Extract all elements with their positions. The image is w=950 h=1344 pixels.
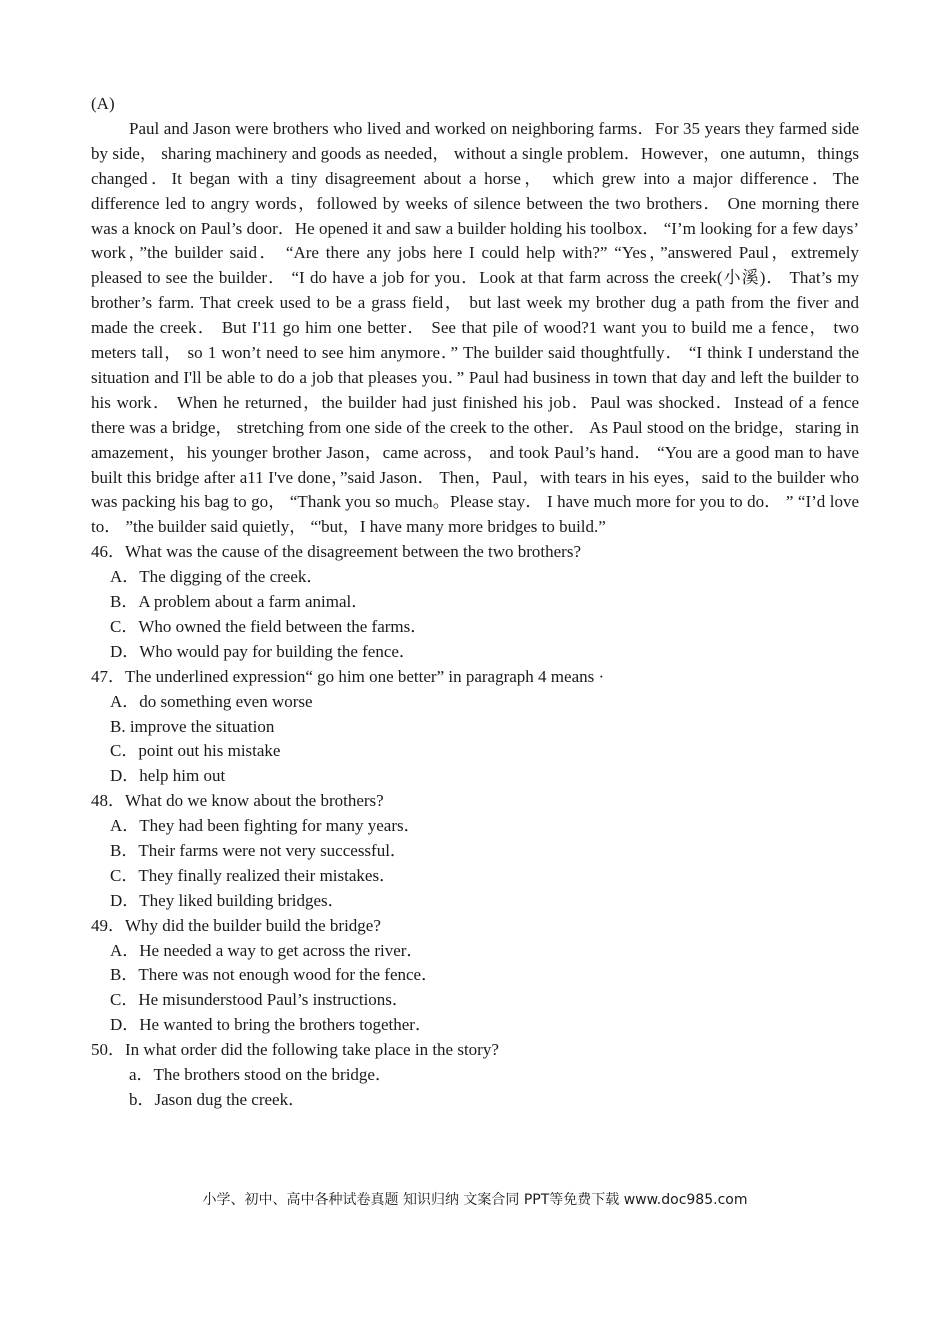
option-a: A．He needed a way to get across the river． bbox=[110, 940, 424, 960]
question-47 bbox=[91, 665, 859, 789]
option-b: B．Their farms were not very successful． bbox=[110, 840, 407, 860]
option-d: D．help him out bbox=[110, 766, 226, 786]
option-c: C．point out his mistake bbox=[110, 741, 281, 761]
option-c: C．Who owned the field between the farms． bbox=[110, 616, 428, 636]
question-stem: 48．What do we know about the brothers? bbox=[91, 791, 384, 811]
page-footer: 小学、初中、高中各种试卷真题 知识归纳 文案合同 PPT等免费下载 www.doc985.com bbox=[202, 1192, 748, 1208]
option-b: B. improve the situation bbox=[110, 716, 275, 736]
question-50 bbox=[91, 1038, 859, 1113]
event-item-b: b．Jason dug the creek． bbox=[129, 1089, 306, 1109]
option-a: A．do something even worse bbox=[110, 691, 313, 711]
option-b: B．A problem about a farm animal． bbox=[110, 592, 369, 612]
reading-passage: Paul and Jason were brothers who lived and worked on neighboring farms．For 35 years they farmed side by side， sharing machinery and goods as needed， without a single problem．However，one autumn，things changed．It began with a tiny disagreement about a horse， which grew into a major difference．The difference led to angry words，followed by weeks of silence between the two brothers． One morning there was a knock on Paul’s door．He opened it and saw a builder holding his toolbox． “I’m looking for a few days’ work，”the builder said． “Are there any jobs here I could help with?” “Yes，”answered Paul，extremely pleased to see the builder． “I do have a job for you．Look at that farm across the creek(小溪)． That’s my brother’s farm. That creek used to be a grass field， but last week my brother dug a path from the fiver and made the creek． But I'11 go him one better． See that pile of wood?1 want you to build me a fence， two meters tall， so 1 won’t need to see him anymore．” The builder said thoughtfully． “I think I understand the situation and I'll be able to do a job that pleases you．” Paul had business in town that day and left the builder to his work． When he returned，the builder had just finished his job．Paul was shocked．Instead of a fence there was a bridge， stretching from one side of the creek to the other． As Paul stood on the bridge，staring in amazement，his younger brother Jason，came across， and took Paul’s hand． “You are a good man to have built this bridge after a11 I've done，”said Jason． Then，Paul，with tears in his eyes，said to the builder who was packing his bag to go， “Thank you so much。Please stay． I have much more for you to do． ” “I’d love to． ”the builder said quietly， “'but，I have many more bridges to build.” bbox=[91, 118, 859, 537]
question-stem: 47．The underlined expression“ go him one better” in paragraph 4 means · bbox=[91, 666, 605, 686]
option-a: A．The digging of the creek． bbox=[110, 567, 324, 587]
option-d: D．He wanted to bring the brothers together． bbox=[110, 1015, 432, 1035]
question-49 bbox=[91, 914, 859, 1038]
question-48 bbox=[91, 789, 859, 913]
question-stem: 49．Why did the builder build the bridge? bbox=[91, 915, 381, 935]
option-c: C．He misunderstood Paul’s instructions． bbox=[110, 990, 409, 1010]
option-d: D．They liked building bridges． bbox=[110, 890, 345, 910]
question-46 bbox=[91, 540, 859, 664]
option-a: A．They had been fighting for many years． bbox=[110, 816, 421, 836]
option-c: C．They finally realized their mistakes． bbox=[110, 865, 397, 885]
option-d: D．Who would pay for building the fence． bbox=[110, 641, 416, 661]
section-label: (A) bbox=[91, 94, 115, 113]
event-item-a: a．The brothers stood on the bridge． bbox=[129, 1065, 392, 1084]
question-stem: 50．In what order did the following take place in the story? bbox=[91, 1040, 499, 1060]
question-stem: 46．What was the cause of the disagreement between the two brothers? bbox=[91, 542, 581, 562]
document-page bbox=[91, 92, 859, 1113]
option-b: B．There was not enough wood for the fence． bbox=[110, 965, 439, 985]
